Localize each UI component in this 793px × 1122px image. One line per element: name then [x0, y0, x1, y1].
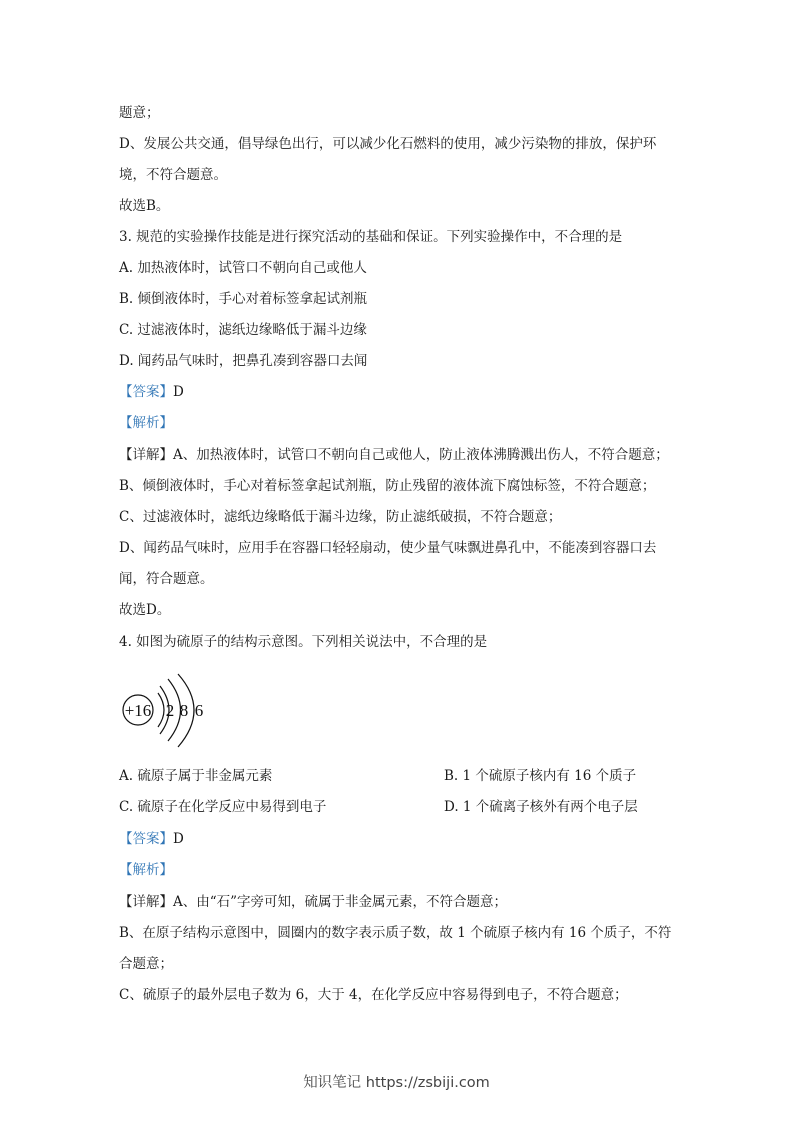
text-line: D、发展公共交通，倡导绿色出行，可以减少化石燃料的使用，减少污染物的排放，保护环 [119, 136, 657, 152]
text-line: 境，不符合题意。 [119, 167, 227, 183]
question-3-answer [119, 382, 184, 402]
text-line: 题意； [119, 105, 160, 121]
answer-value: D [173, 384, 184, 400]
answer-tag: 【答案】 [119, 831, 173, 847]
detail-tag: 【详解】 [119, 894, 173, 910]
question-4-detail-a [119, 892, 507, 912]
detail-text: A、加热液体时，试管口不朝向自己或他人，防止液体沸腾溅出伤人，不符合题意； [173, 447, 669, 463]
question-4-option-d: D. 1 个硫离子核外有两个电子层 [444, 799, 638, 815]
question-3-analysis-tag: 【解析】 [119, 415, 173, 431]
question-4-option-a: A. 硫原子属于非金属元素 [119, 768, 273, 784]
shell-electrons-2: 8 [179, 701, 189, 720]
detail-text: A、由“石”字旁可知，硫属于非金属元素，不符合题意； [173, 894, 508, 910]
shell-electrons-1: 2 [165, 701, 175, 720]
question-4-option-b: B. 1 个硫原子核内有 16 个质子 [444, 768, 637, 784]
nucleus-charge: +16 [124, 701, 152, 720]
sulfur-atom-structure-diagram [118, 670, 218, 752]
answer-value: D [173, 831, 184, 847]
shell-electrons-3: 6 [194, 701, 204, 720]
question-4-detail-b1: B、在原子结构示意图中，圆圈内的数字表示质子数，故 1 个硫原子核内有 16 个质子，不符 [119, 925, 672, 941]
question-4-stem: 4. 如图为硫原子的结构示意图。下列相关说法中，不合理的是 [119, 634, 488, 650]
question-3-option-a: A. 加热液体时，试管口不朝向自己或他人 [119, 260, 367, 276]
answer-tag: 【答案】 [119, 384, 173, 400]
question-3-detail-b: B、倾倒液体时，手心对着标签拿起试剂瓶，防止残留的液体流下腐蚀标签，不符合题意； [119, 478, 656, 494]
detail-tag: 【详解】 [119, 447, 173, 463]
question-4-detail-c: C、硫原子的最外层电子数为 6，大于 4，在化学反应中容易得到电子，不符合题意； [119, 987, 628, 1003]
question-3-detail-c: C、过滤液体时，滤纸边缘略低于漏斗边缘，防止滤纸破损，不符合题意； [119, 509, 562, 525]
question-3-stem: 3. 规范的实验操作技能是进行探究活动的基础和保证。下列实验操作中，不合理的是 [119, 229, 623, 245]
footer-watermark: 知识笔记 https://zsbiji.com [303, 1075, 490, 1091]
question-4-option-c: C. 硫原子在化学反应中易得到电子 [119, 799, 327, 815]
question-3-detail-d2: 闻，符合题意。 [119, 571, 214, 587]
question-3-detail-d1: D、闻药品气味时，应用手在容器口轻轻扇动，使少量气味飘进鼻孔中，不能凑到容器口去 [119, 540, 657, 556]
question-3-detail-a [119, 445, 669, 465]
question-3-choice: 故选D。 [119, 602, 171, 618]
question-3-option-d: D. 闻药品气味时，把鼻孔凑到容器口去闻 [119, 353, 368, 369]
question-4-answer [119, 829, 184, 849]
question-3-option-b: B. 倾倒液体时，手心对着标签拿起试剂瓶 [119, 291, 368, 307]
question-4-detail-b2: 合题意； [119, 956, 173, 972]
question-3-option-c: C. 过滤液体时，滤纸边缘略低于漏斗边缘 [119, 322, 367, 338]
question-4-analysis-tag: 【解析】 [119, 862, 173, 878]
text-line: 故选B。 [119, 198, 170, 214]
electron-shell-arc-1 [158, 693, 164, 727]
